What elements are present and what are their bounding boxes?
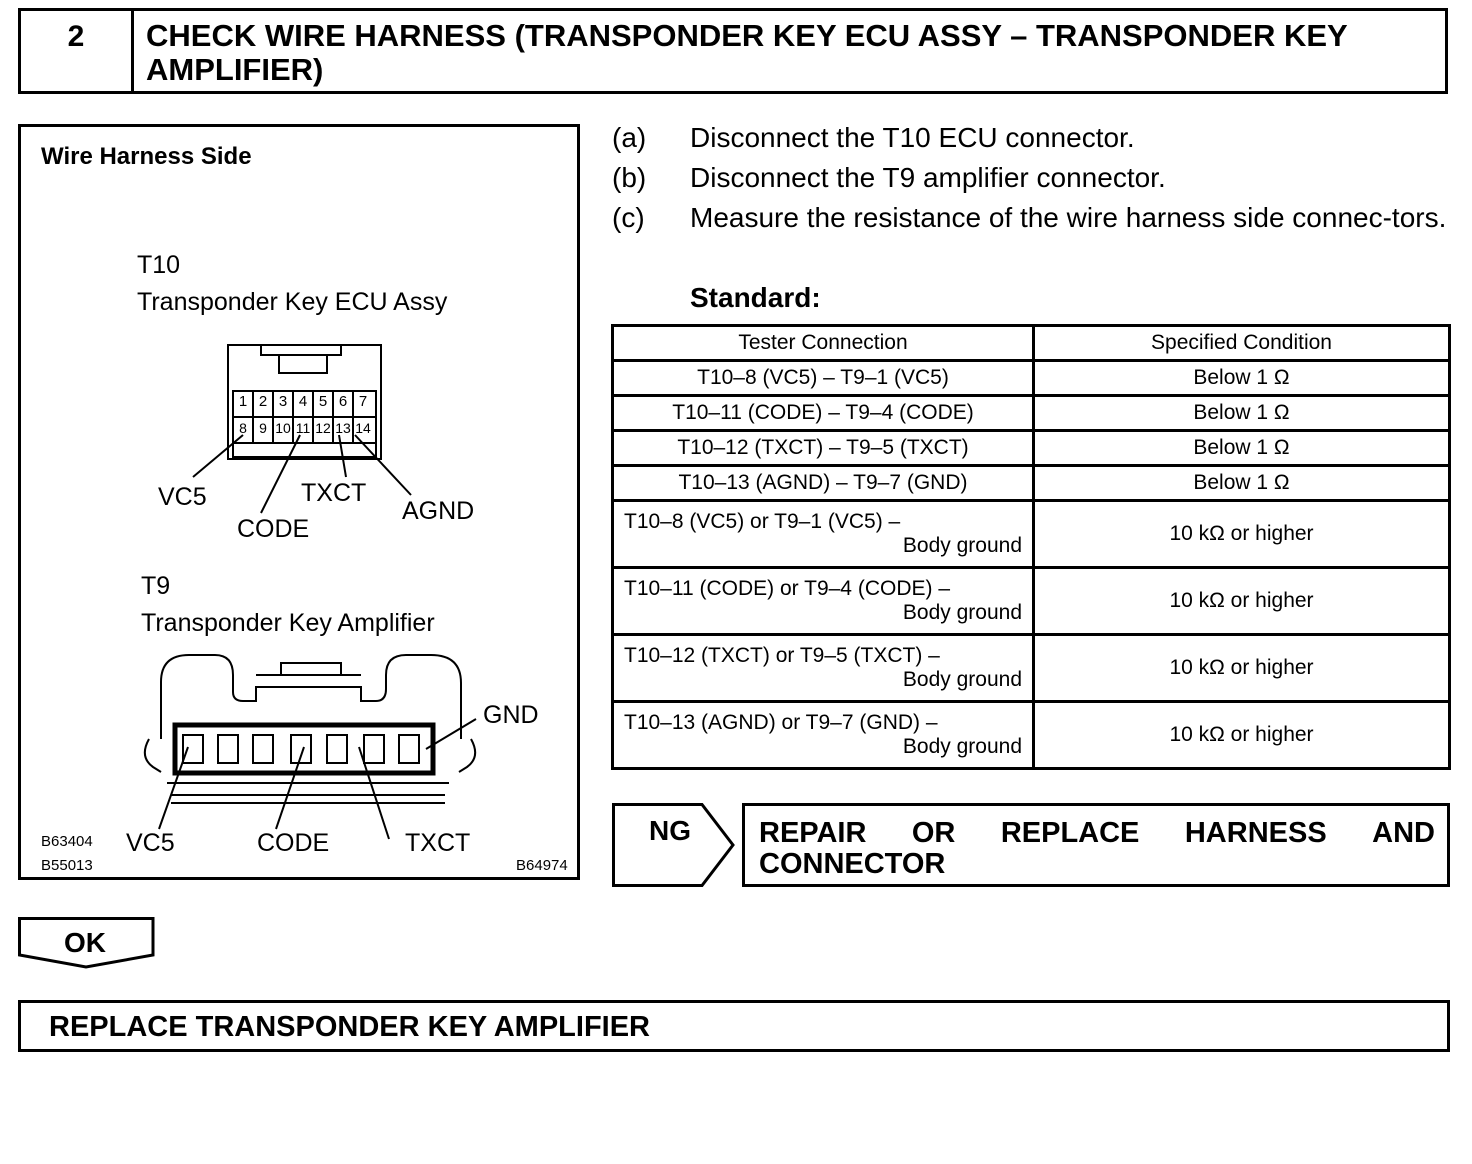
t9-code-label: CODE bbox=[257, 829, 330, 857]
resistance-spec-table bbox=[611, 324, 1451, 770]
ng-action-line2: CONNECTOR bbox=[759, 848, 946, 880]
tester-connection-cell: T10–13 (AGND) – T9–7 (GND) bbox=[613, 466, 1034, 501]
t9-id: T9 bbox=[141, 572, 171, 600]
ng-action-word: AND bbox=[1372, 817, 1435, 849]
table-row bbox=[613, 568, 1450, 635]
step-c-letter: (c) bbox=[612, 202, 645, 233]
specified-condition-cell: Below 1 Ω bbox=[1034, 431, 1450, 466]
step-c-text: Measure the resistance of the wire harness side connec-tors. bbox=[690, 202, 1447, 233]
step-a-text: Disconnect the T10 ECU connector. bbox=[690, 122, 1135, 153]
t10-code-label: CODE bbox=[237, 515, 310, 543]
table-header: Specified Condition bbox=[1034, 326, 1450, 361]
figure-code: B55013 bbox=[41, 857, 93, 874]
table-header: Tester Connection bbox=[613, 326, 1034, 361]
wire-harness-figure bbox=[18, 124, 580, 880]
ng-action-word: REPLACE bbox=[1000, 817, 1140, 849]
t9-gnd-label: GND bbox=[483, 701, 539, 729]
specified-condition-cell: Below 1 Ω bbox=[1034, 396, 1450, 431]
t10-vc5-label: VC5 bbox=[158, 483, 207, 511]
t10-pin: 11 bbox=[295, 420, 311, 436]
t10-pin: 2 bbox=[258, 393, 268, 410]
step-a-letter: (a) bbox=[612, 122, 647, 153]
ng-action-word: REPAIR bbox=[759, 817, 867, 849]
t10-name: Transponder Key ECU Assy bbox=[137, 288, 448, 316]
tester-connection-line2: Body ground bbox=[902, 735, 1022, 758]
t9-vc5-label: VC5 bbox=[126, 829, 175, 857]
tester-connection-line2: Body ground bbox=[902, 601, 1022, 624]
table-row bbox=[613, 431, 1450, 466]
tester-connection-cell: T10–12 (TXCT) – T9–5 (TXCT) bbox=[613, 431, 1034, 466]
tester-connection-cell bbox=[613, 568, 1034, 635]
step-b-text: Disconnect the T9 amplifier connector. bbox=[690, 162, 1166, 193]
t10-pin: 7 bbox=[358, 393, 368, 410]
specified-condition-cell: 10 kΩ or higher bbox=[1034, 501, 1450, 568]
ng-action-word: OR bbox=[911, 817, 956, 849]
specified-condition-cell: Below 1 Ω bbox=[1034, 361, 1450, 396]
table-row bbox=[613, 702, 1450, 769]
figure-code: B64974 bbox=[516, 857, 568, 874]
ok-result bbox=[18, 917, 156, 969]
table-row bbox=[613, 466, 1450, 501]
t10-pin: 8 bbox=[239, 420, 247, 436]
t9-connector-diagram bbox=[21, 127, 577, 877]
tester-connection-line1: T10–13 (AGND) or T9–7 (GND) – bbox=[624, 711, 938, 734]
tester-connection-line1: T10–11 (CODE) or T9–4 (CODE) – bbox=[624, 577, 950, 600]
t10-txct-label: TXCT bbox=[301, 479, 367, 507]
ok-label: OK bbox=[64, 927, 106, 958]
t9-txct-label: TXCT bbox=[405, 829, 471, 857]
figure-code: B63404 bbox=[41, 833, 93, 850]
table-row bbox=[613, 396, 1450, 431]
ng-action-word: HARNESS bbox=[1184, 817, 1327, 849]
step-number: 2 bbox=[21, 11, 134, 91]
t10-pin: 1 bbox=[238, 393, 248, 410]
t9-name: Transponder Key Amplifier bbox=[141, 609, 435, 637]
tester-connection-cell bbox=[613, 635, 1034, 702]
tester-connection-cell bbox=[613, 501, 1034, 568]
table-row bbox=[613, 501, 1450, 568]
specified-condition-cell: 10 kΩ or higher bbox=[1034, 702, 1450, 769]
t10-pin: 6 bbox=[338, 393, 348, 410]
t10-agnd-label: AGND bbox=[402, 497, 475, 525]
tester-connection-line1: T10–12 (TXCT) or T9–5 (TXCT) – bbox=[624, 644, 940, 667]
figure-caption: Wire Harness Side bbox=[41, 143, 252, 170]
t10-pin: 3 bbox=[278, 393, 288, 410]
t10-pin: 10 bbox=[275, 420, 291, 436]
ng-result bbox=[612, 803, 1450, 887]
step-header bbox=[18, 8, 1448, 94]
specified-condition-cell: Below 1 Ω bbox=[1034, 466, 1450, 501]
table-header-row bbox=[613, 326, 1450, 361]
tester-connection-line2: Body ground bbox=[902, 668, 1022, 691]
step-title: CHECK WIRE HARNESS (TRANSPONDER KEY ECU ASSY – TRANSPONDER KEY AMPLIFIER) bbox=[146, 18, 1348, 87]
specified-condition-cell: 10 kΩ or higher bbox=[1034, 635, 1450, 702]
table-row bbox=[613, 361, 1450, 396]
ng-action-line1 bbox=[759, 818, 1435, 849]
step-b-letter: (b) bbox=[612, 162, 647, 193]
t10-pin: 9 bbox=[259, 420, 267, 436]
tester-connection-line2: Body ground bbox=[902, 534, 1022, 557]
t10-id: T10 bbox=[137, 251, 181, 279]
t10-pin: 14 bbox=[355, 420, 371, 436]
table-row bbox=[613, 635, 1450, 702]
tester-connection-cell bbox=[613, 702, 1034, 769]
standard-label: Standard: bbox=[690, 282, 821, 313]
t10-pin: 4 bbox=[298, 393, 308, 410]
tester-connection-cell: T10–8 (VC5) – T9–1 (VC5) bbox=[613, 361, 1034, 396]
specified-condition-cell: 10 kΩ or higher bbox=[1034, 568, 1450, 635]
ng-label: NG bbox=[649, 815, 691, 846]
t10-pin: 13 bbox=[335, 420, 351, 436]
tester-connection-cell: T10–11 (CODE) – T9–4 (CODE) bbox=[613, 396, 1034, 431]
t10-pin: 12 bbox=[315, 420, 331, 436]
final-step-box: REPLACE TRANSPONDER KEY AMPLIFIER bbox=[18, 1000, 1450, 1052]
ng-action-box bbox=[742, 803, 1450, 887]
t10-pin: 5 bbox=[318, 393, 328, 410]
tester-connection-line1: T10–8 (VC5) or T9–1 (VC5) – bbox=[624, 510, 901, 533]
